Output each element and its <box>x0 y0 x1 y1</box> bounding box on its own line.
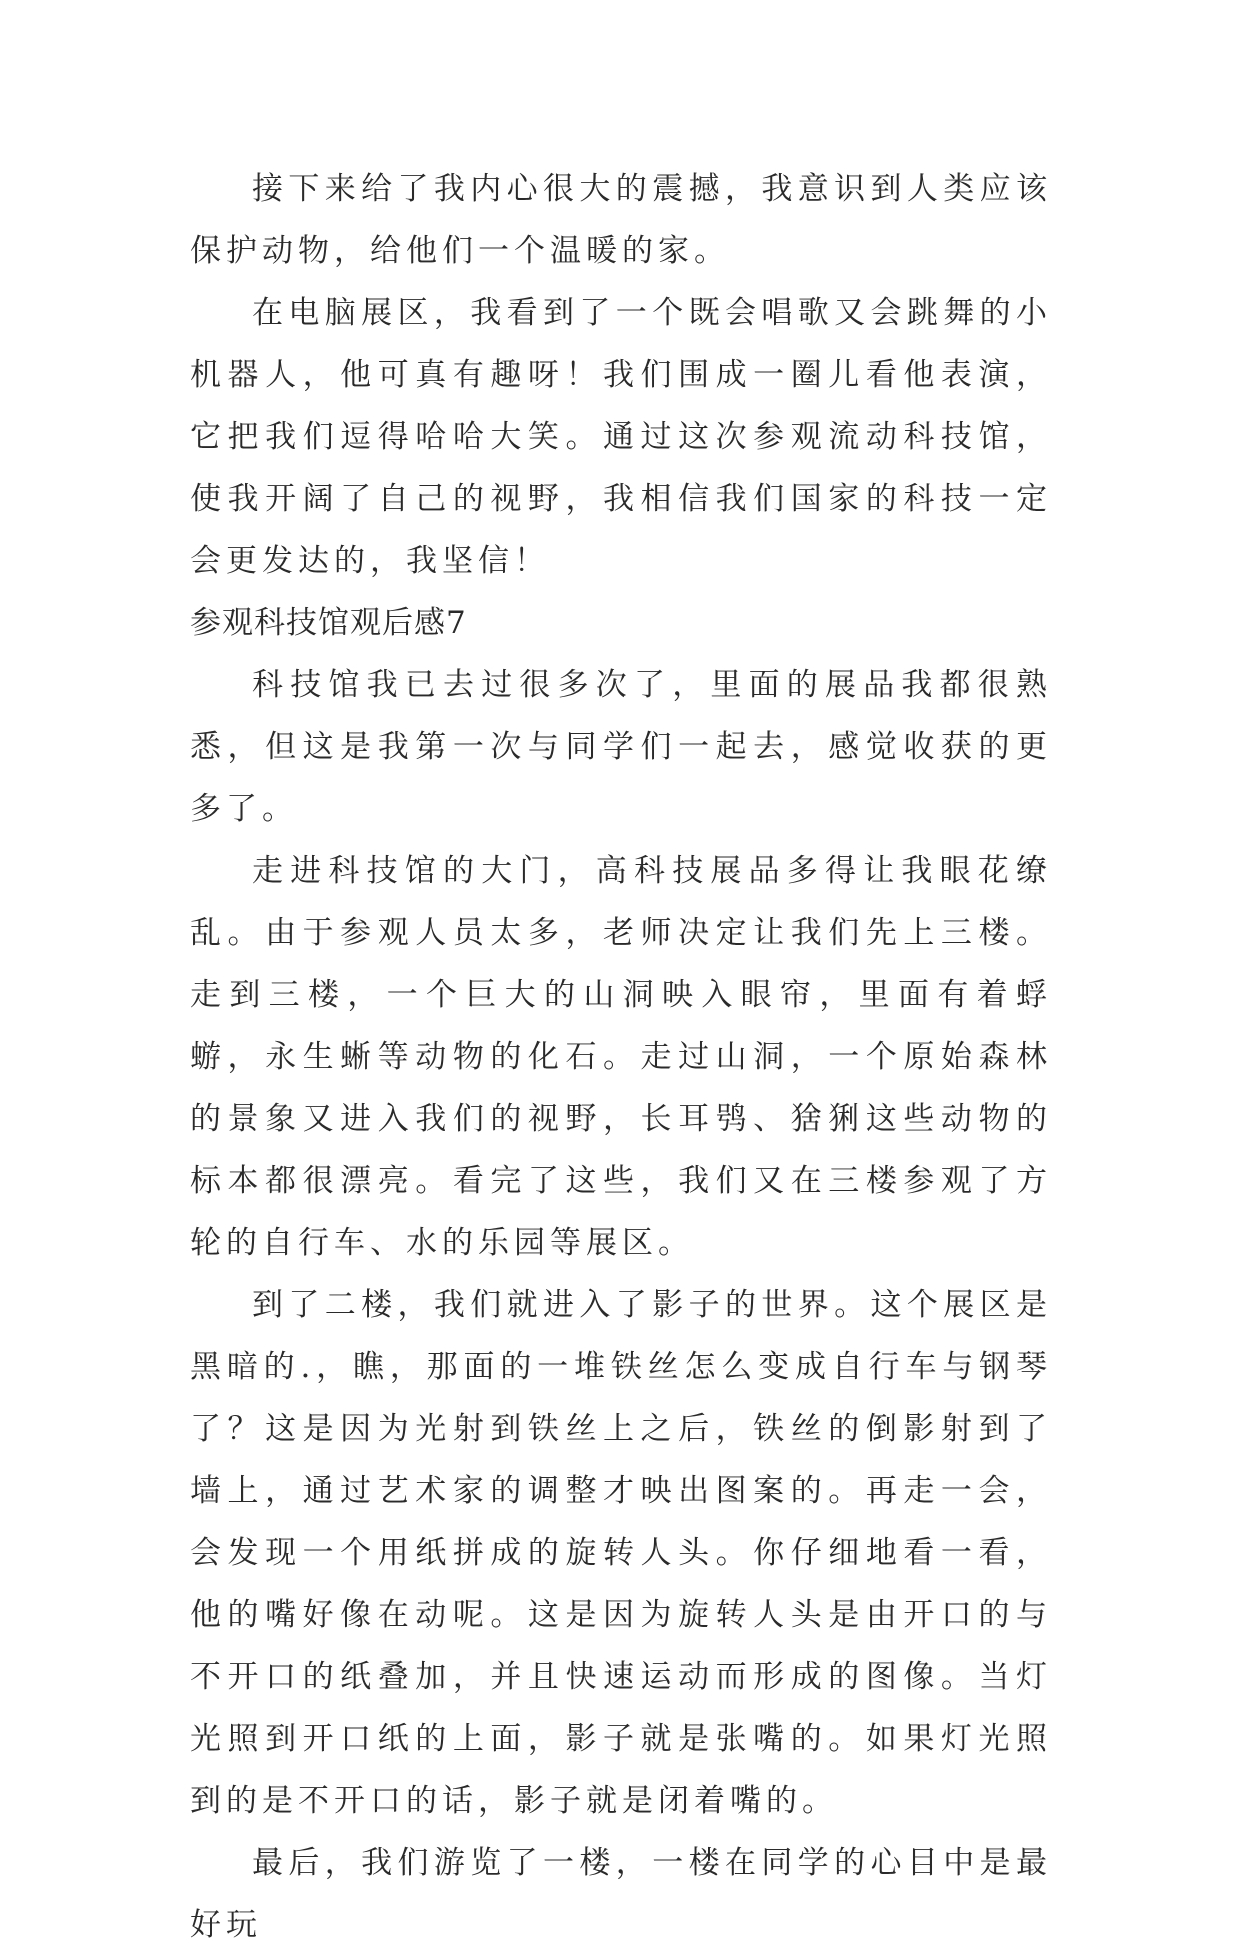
paragraph: 在电脑展区，我看到了一个既会唱歌又会跳舞的小机器人，他可真有趣呀！我们围成一圈儿看他表演，它把我们逗得哈哈大笑。通过这次参观流动科技馆，使我开阔了自己的视野，我相信我们国家的科技一定会更发达的，我坚信！ <box>190 295 1052 579</box>
paragraph: 最后，我们游览了一楼，一楼在同学的心目中是最好玩 <box>190 1845 1052 1943</box>
paragraph: 接下来给了我内心很大的震撼，我意识到人类应该保护动物，给他们一个温暖的家。 <box>190 171 1052 269</box>
paragraph: 到了二楼，我们就进入了影子的世界。这个展区是黑暗的.，瞧，那面的一堆铁丝怎么变成自行车与钢琴了？这是因为光射到铁丝上之后，铁丝的倒影射到了墙上，通过艺术家的调整才映出图案的。再走一会，会发现一个用纸拼成的旋转人头。你仔细地看一看，他的嘴好像在动呢。这是因为旋转人头是由开口的与不开口的纸叠加，并且快速运动而形成的图像。当灯光照到开口纸的上面，影子就是张嘴的。如果灯光照到的是不开口的话，影子就是闭着嘴的。 <box>190 1287 1052 1819</box>
section-heading: 参观科技馆观后感7 <box>190 605 467 641</box>
paragraph: 走进科技馆的大门，高科技展品多得让我眼花缭乱。由于参观人员太多，老师决定让我们先上三楼。走到三楼，一个巨大的山洞映入眼帘，里面有着蜉蝣，永生蜥等动物的化石。走过山洞，一个原始森林的景象又进入我们的视野，长耳鸮、猞猁这些动物的标本都很漂亮。看完了这些，我们又在三楼参观了方轮的自行车、水的乐园等展区。 <box>190 853 1052 1261</box>
document-body <box>190 158 1052 1956</box>
paragraph: 科技馆我已去过很多次了，里面的展品我都很熟悉，但这是我第一次与同学们一起去，感觉收获的更多了。 <box>190 667 1052 827</box>
